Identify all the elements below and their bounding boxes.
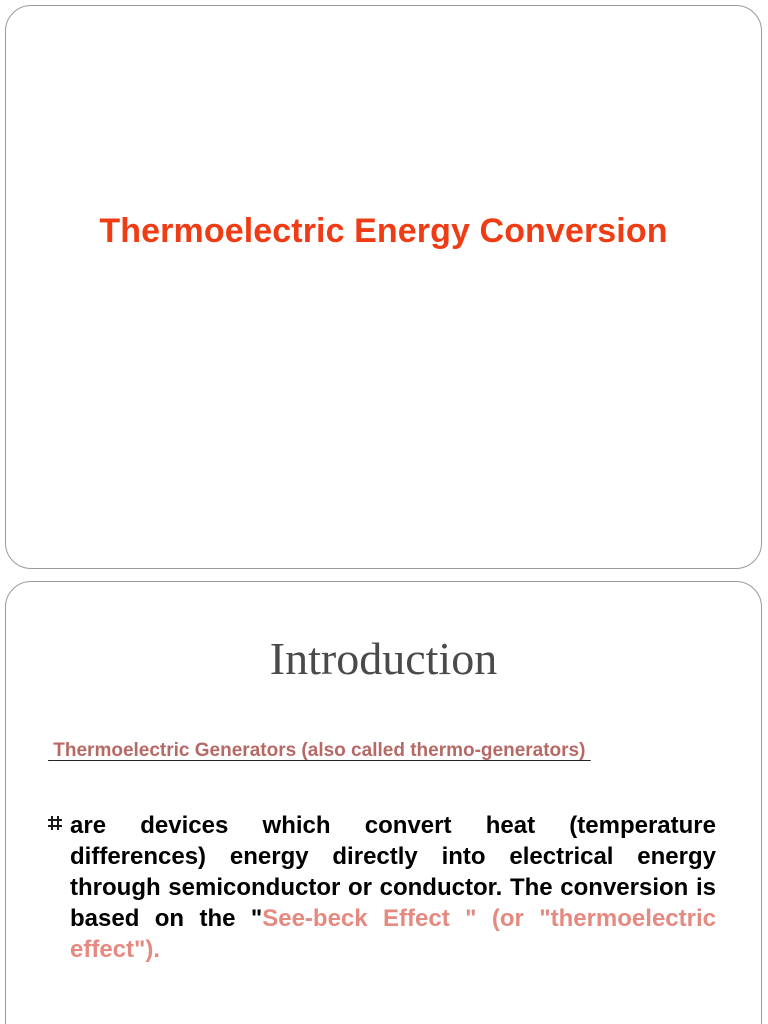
subtitle-text: Thermoelectric Generators (also called thermo-generators) [53,740,591,761]
bullet-item [46,810,716,965]
hash-bullet-icon [46,814,64,832]
presentation-title: Thermoelectric Energy Conversion [99,212,668,250]
bullet-text [70,810,716,965]
slide-title [5,5,762,569]
slide-heading: Introduction [269,633,498,684]
bullet-text-main: are devices which convert heat (temperature differences) energy directly into electrical energy through semiconductor or conductor. The conversion is based on the " [70,812,716,932]
slide-introduction [5,581,762,1024]
bullet-text-accent: See-beck Effect " (or "thermoelectric effect"). [70,905,716,963]
slide-subtitle [48,740,591,762]
